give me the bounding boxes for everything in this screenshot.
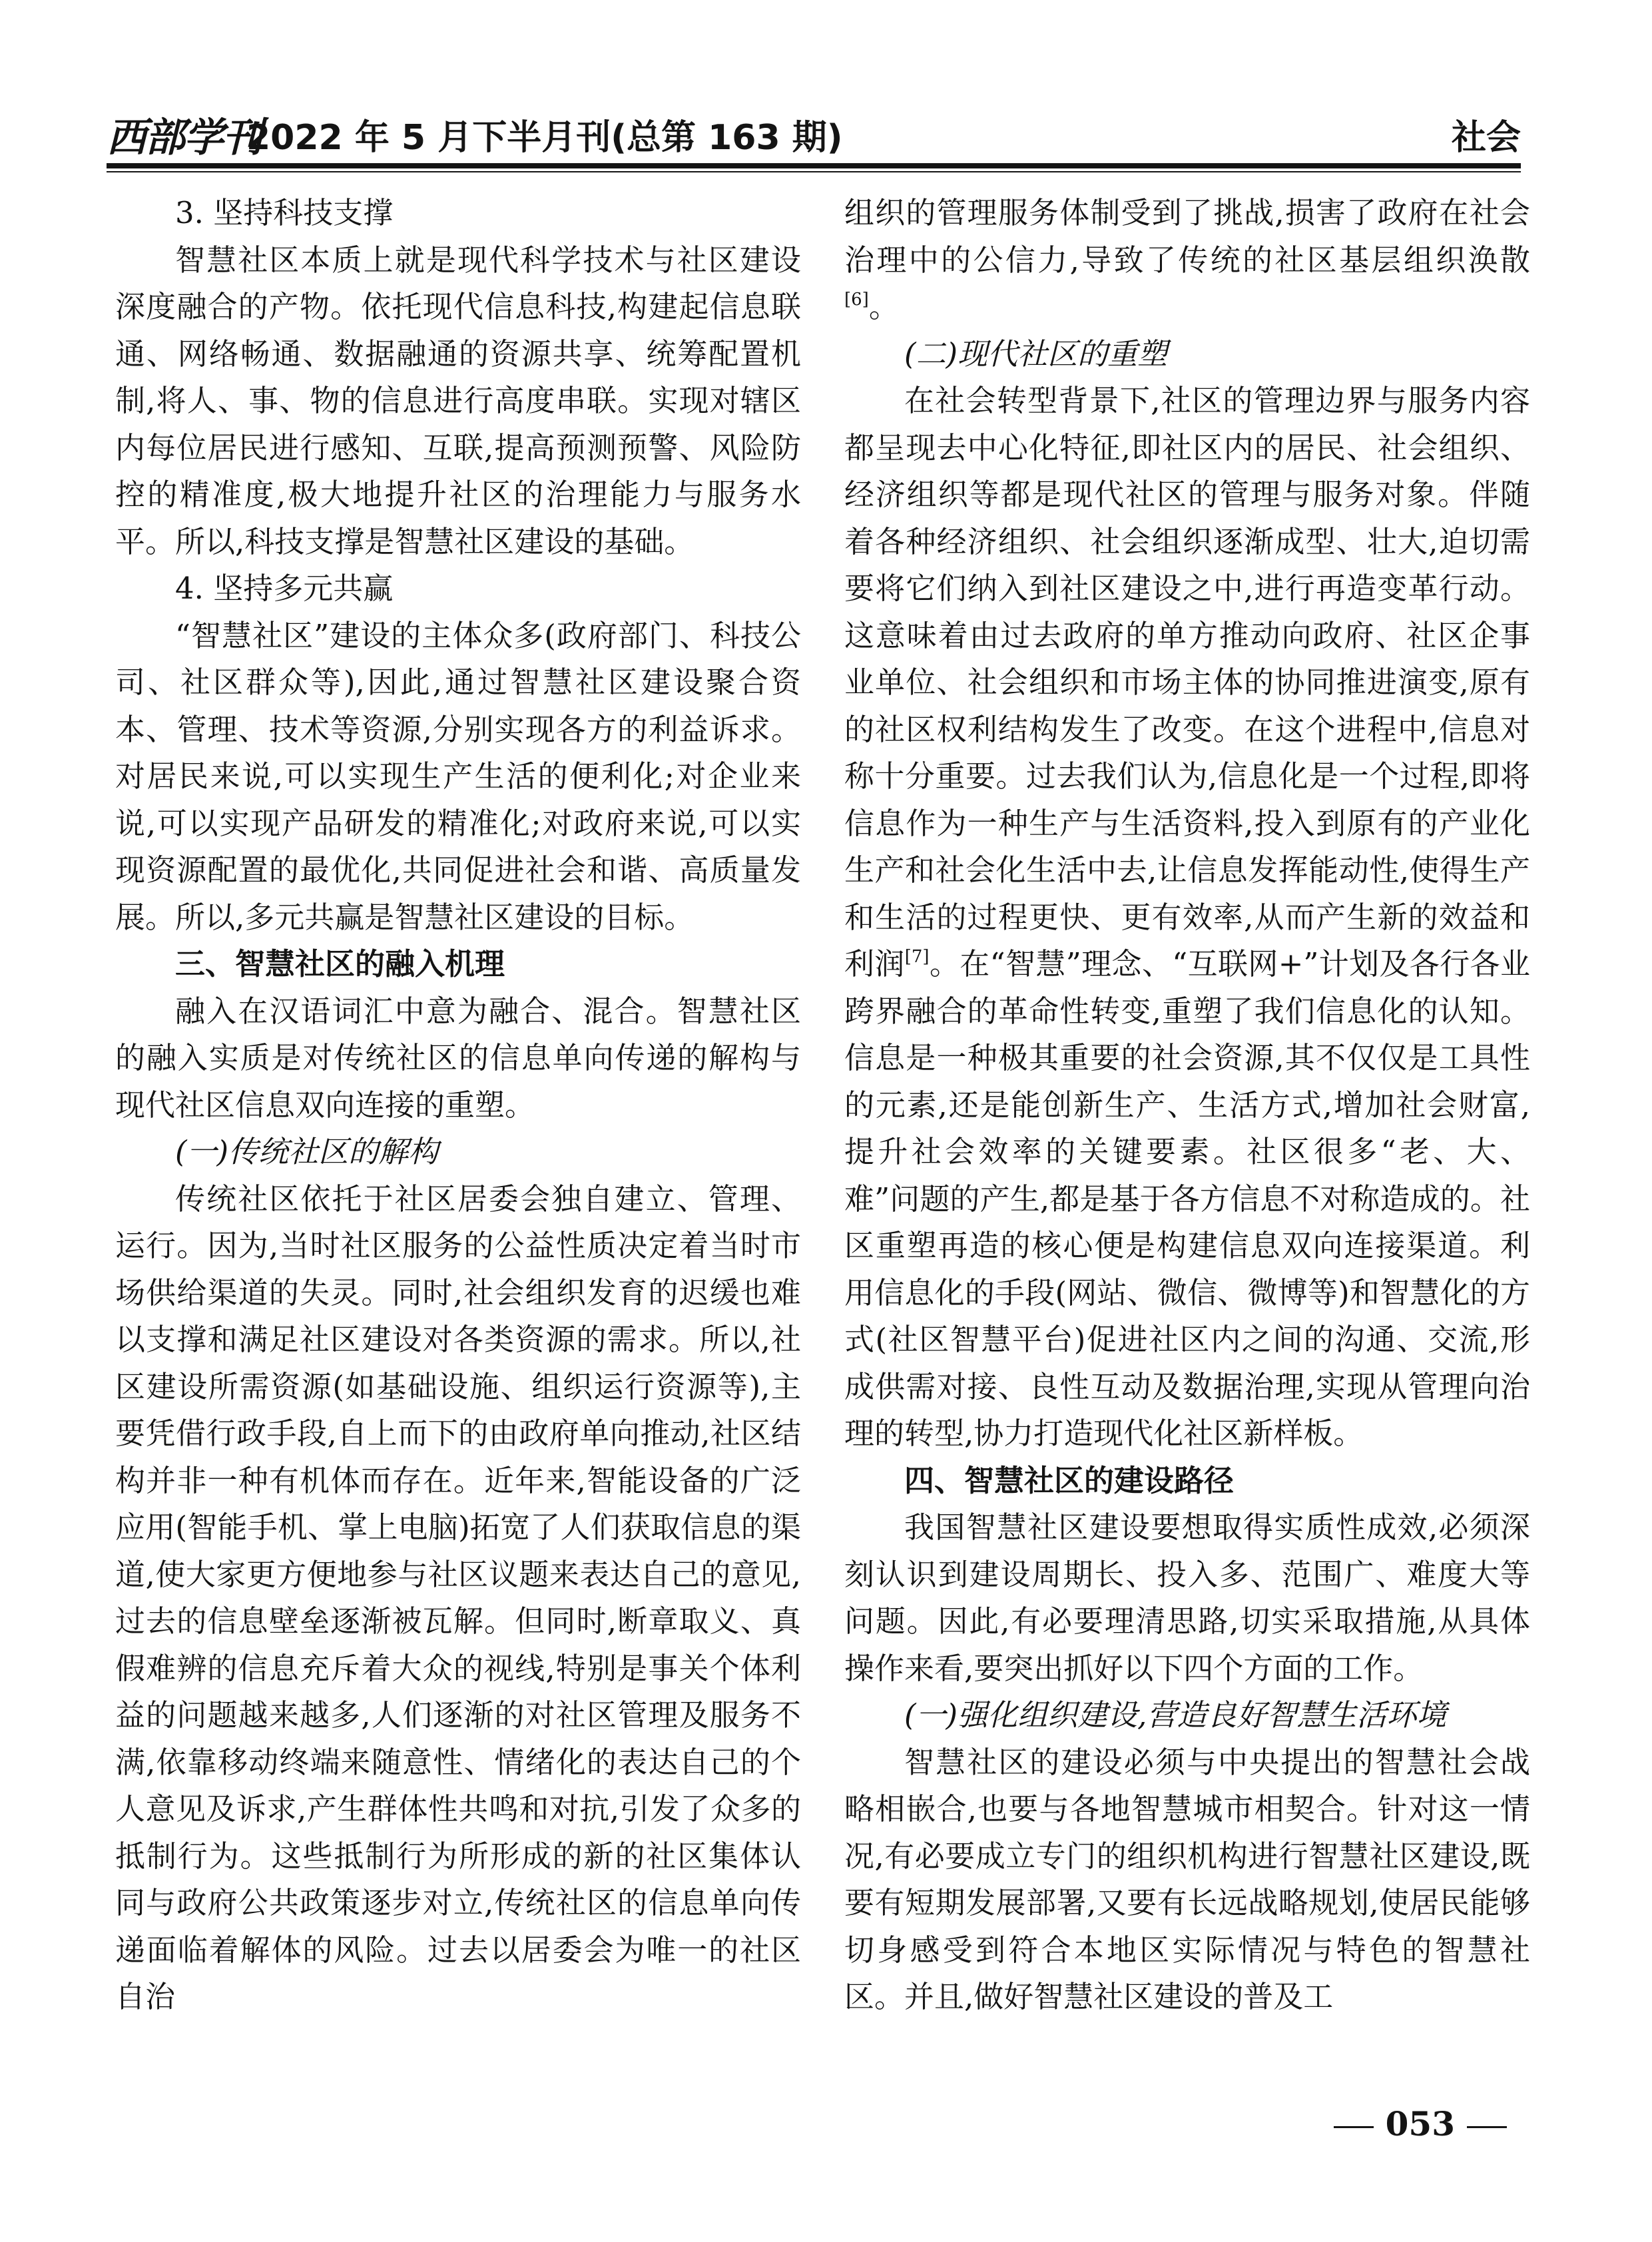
header-rule-thick [107,163,1521,168]
body-paragraph [844,190,1530,331]
section-heading: 三、智慧社区的融入机理 [175,946,505,981]
body-paragraph [844,378,1530,1458]
citation-marker: [6] [844,290,869,310]
subsection-heading: (一)传统社区的解构 [175,1134,439,1169]
subsection-heading: (二)现代社区的重塑 [904,336,1168,372]
body-paragraph: “智慧社区”建设的主体众多(政府部门、科技公司、社区群众等),因此,通过智慧社区建设聚合资本、管理、技术等资源,分别实现各方的利益诉求。对居民来说,可以实现生产生活的便利化;对企业来说,可以实现产品研发的精准化;对政府来说,可以实现资源配置的最优化,共同促进社会和谐、高质量发展。所以,多元共赢是智慧社区建设的目标。 [115,617,801,935]
subsection-heading: (一)强化组织建设,营造良好智慧生活环境 [904,1697,1447,1733]
header-rule-thin [107,171,1521,172]
body-paragraph: 智慧社区的建设必须与中央提出的智慧社会战略相嵌合,也要与各地智慧城市相契合。针对这一情况,有必要成立专门的组织机构进行智慧社区建设,既要有短期发展部署,又要有长远战略规划,使居民能够切身感受到符合本地区实际情况与特色的智慧社区。并且,做好智慧社区建设的普及工 [844,1744,1530,2014]
dash-right [1467,2126,1507,2128]
dash-left [1334,2126,1374,2128]
body-paragraph: 我国智慧社区建设要想取得实质性成效,必须深刻认识到建设周期长、投入多、范围广、难度大等问题。因此,有必要理清思路,切实采取措施,从具体操作来看,要突出抓好以下四个方面的工作。 [844,1510,1530,1686]
paragraph-text: 组织的管理服务体制受到了挑战,损害了政府在社会治理中的公信力,导致了传统的社区基层组织涣散 [844,195,1530,278]
left-column [115,190,801,2021]
paragraph-text: 在社会转型背景下,社区的管理边界与服务内容都呈现去中心化特征,即社区内的居民、社会组织、经济组织等都是现代社区的管理与服务对象。伴随着各种经济组织、社会组织逐渐成型、壮大,迫切需要将它们纳入到社区建设之中,进行再造变革行动。这意味着由过去政府的单方推动向政府、社区企事业单位、社会组织和市场主体的协同推进演变,原有的社区权利结构发生了改变。在这个进程中,信息对称十分重要。过去我们认为,信息化是一个过程,即将信息作为一种生产与生活资料,投入到原有的产业化生产和社会化生活中去,让信息发挥能动性,使得生产和生活的过程更快、更有效率,从而产生新的效益和利润 [844,383,1530,981]
subsection-heading: 4. 坚持多元共赢 [175,571,394,606]
section-heading: 四、智慧社区的建设路径 [904,1462,1235,1498]
page-header [107,107,1521,166]
right-column [844,190,1530,2021]
body-paragraph: 融入在汉语词汇中意为融合、混合。智慧社区的融入实质是对传统社区的信息单向传递的解构与现代社区信息双向连接的重塑。 [115,993,801,1123]
subsection-heading: 3. 坚持科技支撑 [175,195,394,230]
body-paragraph: 智慧社区本质上就是现代科学技术与社区建设深度融合的产物。依托现代信息科技,构建起信息联通、网络畅通、数据融通的资源共享、统筹配置机制,将人、事、物的信息进行高度串联。实现对辖区内每位居民进行感知、互联,提高预测预警、风险防控的精准度,极大地提升社区的治理能力与服务水平。所以,科技支撑是智慧社区建设的基础。 [115,242,801,559]
journal-logo: 西部学刊 [107,115,261,161]
paragraph-text-tail: 。在“智慧”理念、“互联网+”计划及各行各业跨界融合的革命性转变,重塑了我们信息化的认知。信息是一种极其重要的社会资源,其不仅仅是工具性的元素,还是能创新生产、生活方式,增加社会财富,提升社会效率的关键要素。社区很多“老、大、难”问题的产生,都是基于各方信息不对称造成的。社区重塑再造的核心便是构建信息双向连接渠道。利用信息化的手段(网站、微信、微博等)和智慧化的方式(社区智慧平台)促进社区内之间的沟通、交流,形成供需对接、良性互动及数据治理,实现从管理向治理的转型,协力打造现代化社区新样板。 [844,946,1530,1451]
page-number [1322,2104,1519,2144]
body-paragraph: 传统社区依托于社区居委会独自建立、管理、运行。因为,当时社区服务的公益性质决定着当时市场供给渠道的失灵。同时,社会组织发育的迟缓也难以支撑和满足社区建设对各类资源的需求。所以,社区建设所需资源(如基础设施、组织运行资源等),主要凭借行政手段,自上而下的由政府单向推动,社区结构并非一种有机体而存在。近年来,智能设备的广泛应用(智能手机、掌上电脑)拓宽了人们获取信息的渠道,使大家更方便地参与社区议题来表达自己的意见,过去的信息壁垒逐渐被瓦解。但同时,断章取义、真假难辨的信息充斥着大众的视线,特别是事关个体利益的问题越来越多,人们逐渐的对社区管理及服务不满,依靠移动终端来随意性、情绪化的表达自己的个人意见及诉求,产生群体性共鸣和对抗,引发了众多的抵制行为。这些抵制行为所形成的新的社区集体认同与政府公共政策逐步对立,传统社区的信息单向传递面临着解体的风险。过去以居委会为唯一的社区自治 [115,1181,801,2014]
page-number-text: 053 [1385,2104,1455,2143]
issue-info: 2022 年 5 月下半月刊(总第 163 期) [246,118,843,158]
section-label: 社会 [1451,118,1521,158]
paragraph-text-tail: 。 [868,289,899,324]
citation-marker: [7] [904,947,930,967]
